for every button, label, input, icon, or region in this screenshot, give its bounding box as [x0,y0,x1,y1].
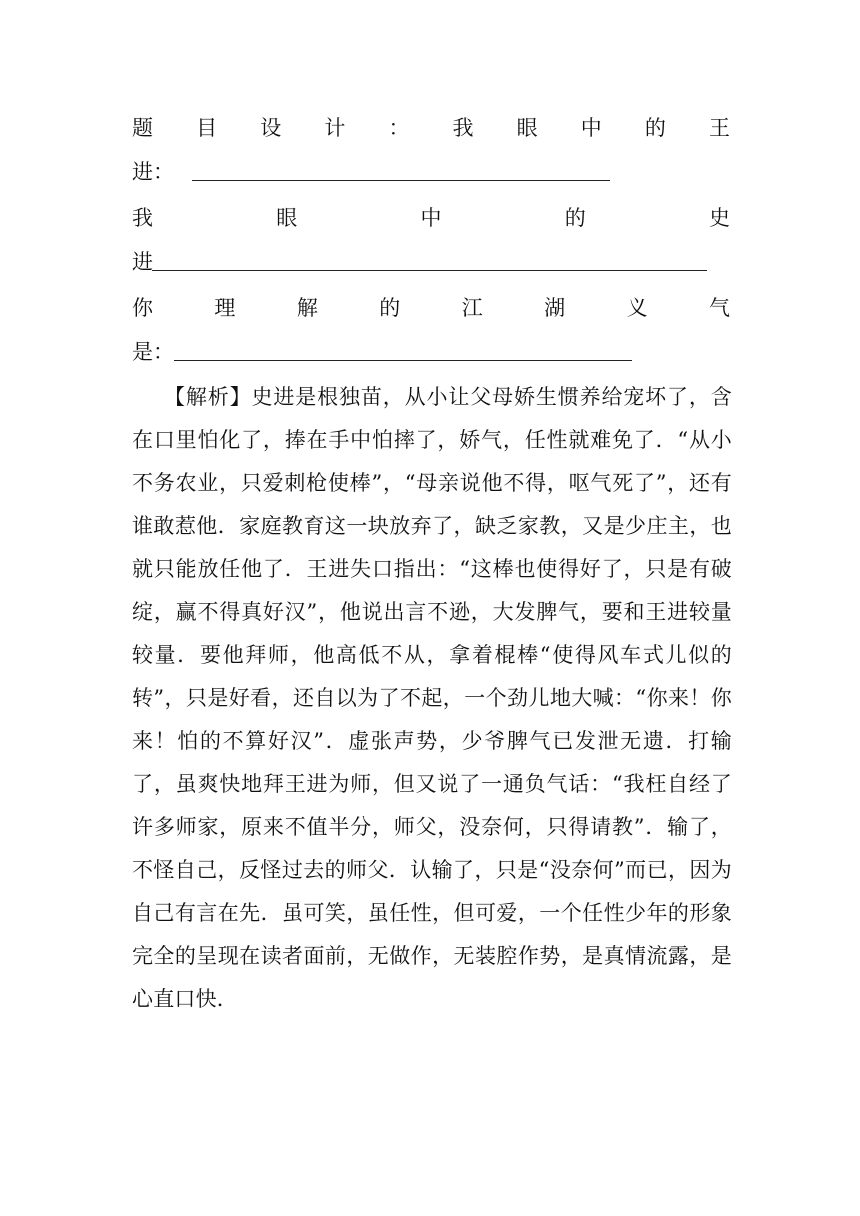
q1-char: 中 [580,116,602,140]
q1-char: 的 [644,116,666,140]
q3-char: 理 [214,296,236,320]
q2-char: 我 [132,206,153,230]
q3-char: 气 [708,296,730,320]
answer-blank-1[interactable] [192,180,610,181]
q1-char: 目 [196,116,218,140]
q2-tail: 进 [132,250,153,274]
analysis-text: 史进是根独苗，从小让父母娇生惯养给宠坏了，含在口里怕化了，捧在手中怕摔了，娇气，任性就难免了．“从小不务农业，只爱刺枪使棒”，“母亲说他不得，呕气死了”，还有谁敢惹他．家庭教育这一块放弃了，缺乏家教，又是少庄主，也就只能放任他了．王进失口指出：“这棒也使得好了，只是有破绽，赢不得真好汉”，他说出言不逊，大发脾气，要和王进较量较量．要他拜师，他高低不从，拿着棍棒“使得风车式儿似的转”，只是好看，还自以为了不起，一个劲儿地大喊：“你来！你来！怕的不算好汉”．虚张声势，少爷脾气已发泄无遗．打输了，虽爽快地拜王进为师，但又说了一通负气话：“我枉自经了许多师家，原来不值半分，师父，没奈何，只得请教”．输了，不怪自己，反怪过去的师父．认输了，只是“没奈何”而已，因为自己有言在先．虽可笑，虽任性，但可爱，一个任性少年的形象完全的呈现在读者面前，无做作，无装腔作势，是真情流露，是心直口快． [132,385,732,1011]
answer-blank-3[interactable] [174,360,632,361]
q3-char: 解 [296,296,318,320]
q1-char: 我 [452,116,474,140]
q3-char: 的 [379,296,401,320]
q2-char: 中 [420,206,442,230]
analysis-label: 【解析】 [164,385,252,409]
q3-char: 你 [132,296,153,320]
question-3-line-1 [132,288,730,328]
q3-tail: 是： [132,340,174,364]
question-2-line-1 [132,198,730,238]
q1-char: 眼 [516,116,538,140]
question-2-line-2 [132,242,730,282]
q2-char: 的 [564,206,586,230]
q2-char: 史 [709,206,730,230]
q3-char: 义 [626,296,648,320]
question-3-line-2 [132,332,730,372]
q1-char: 设 [260,116,282,140]
answer-blank-2[interactable] [152,270,707,271]
q3-char: 湖 [544,296,566,320]
analysis-paragraph [132,376,732,1021]
q1-char: 题 [132,116,153,140]
question-1-line-2 [132,152,730,192]
q1-char: ： [388,116,410,140]
q2-char: 眼 [276,206,298,230]
q1-char: 王 [708,116,730,140]
q1-tail: 进： [132,160,174,184]
question-1-line-1 [132,108,730,148]
q1-char: 计 [324,116,346,140]
q3-char: 江 [461,296,483,320]
